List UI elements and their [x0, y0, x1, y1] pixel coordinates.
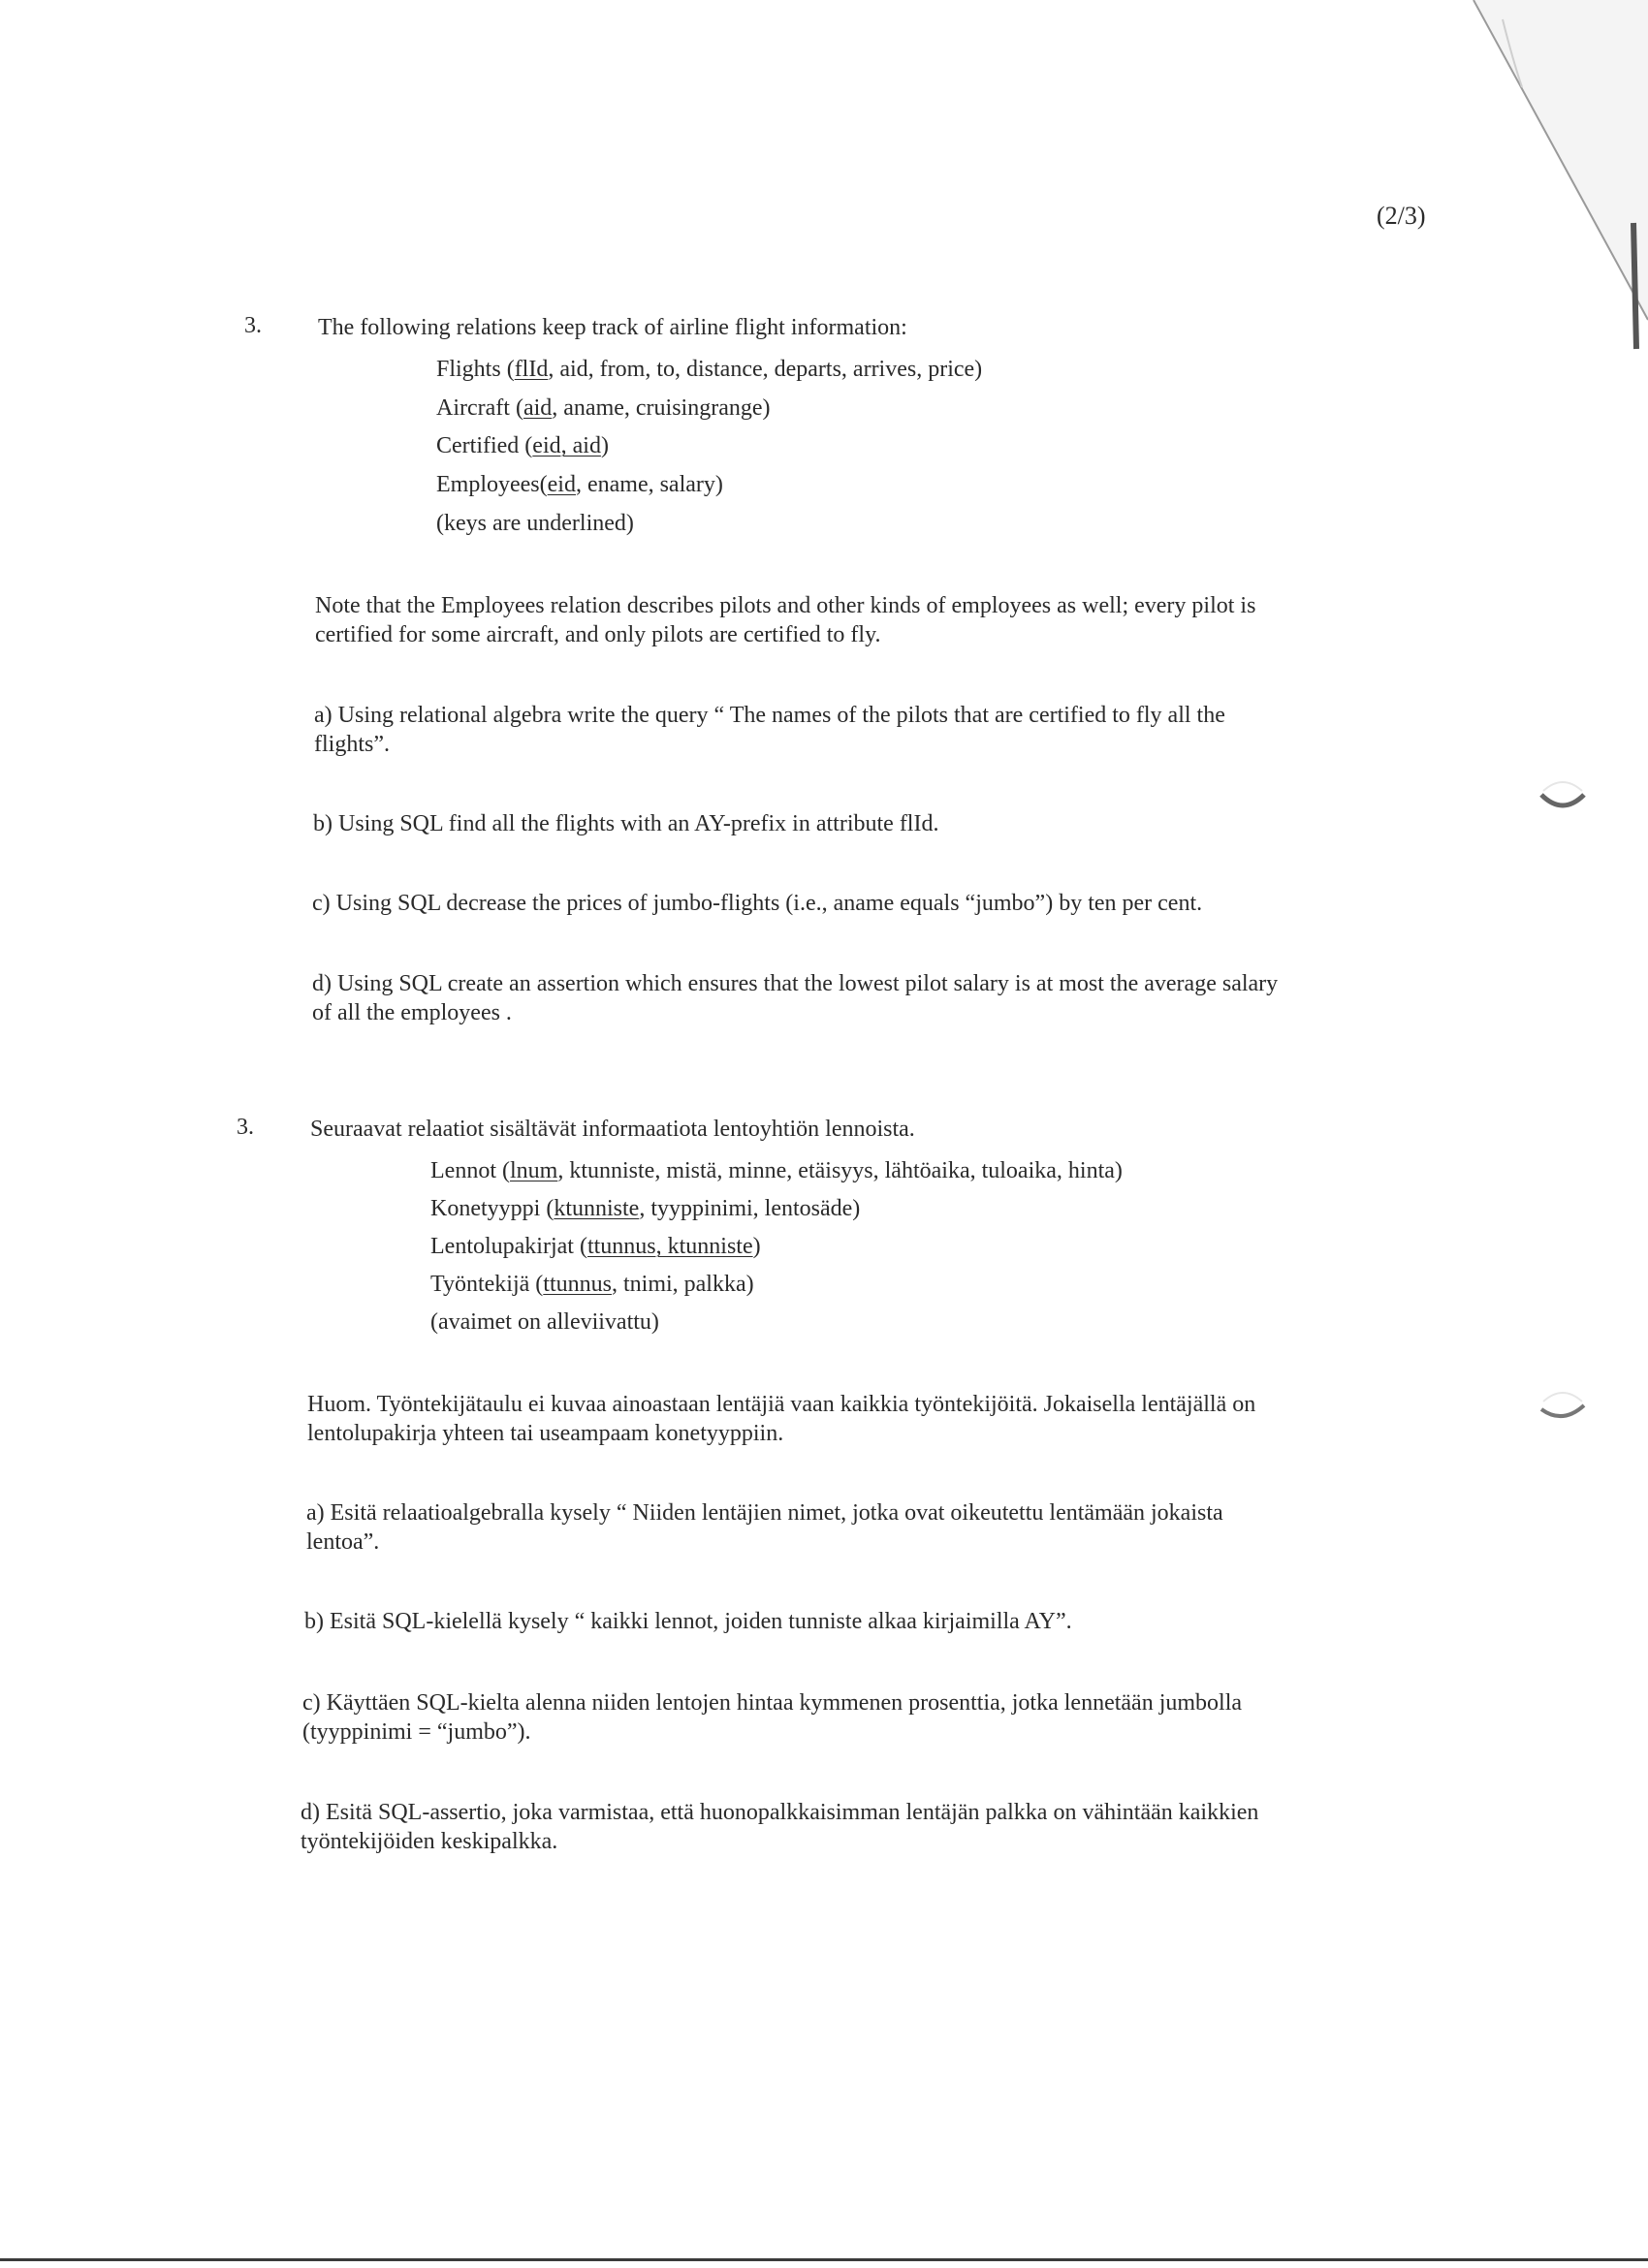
note-line: certified for some aircraft, and only pilots are certified to fly.: [315, 622, 881, 647]
subquestion-d: d) Using SQL create an assertion which ensures that the lowest pilot salary is at most the average salary: [312, 971, 1279, 996]
note-line: Note that the Employees relation describes pilots and other kinds of employees as well; every pilot is: [315, 593, 1256, 618]
question-intro: Seuraavat relaatiot sisältävät informaatiota lentoyhtiön lennoista.: [310, 1117, 915, 1142]
relation-key: ttunnus: [543, 1272, 612, 1297]
question-number: 3.: [244, 313, 262, 338]
subquestion-c: (tyyppinimi = “jumbo”).: [302, 1719, 531, 1745]
subquestion-a: flights”.: [314, 732, 390, 757]
question-intro: The following relations keep track of airline flight information:: [318, 315, 907, 340]
scan-edge-line: [0, 2258, 1648, 2261]
folded-corner-icon: [1454, 0, 1648, 407]
subquestion-b: b) Using SQL find all the flights with an AY-prefix in attribute flId.: [313, 811, 939, 836]
relation-employees: Employees(eid, ename, salary): [436, 472, 723, 497]
keys-note: (keys are underlined): [436, 511, 634, 536]
subquestion-c: c) Using SQL decrease the prices of jumbo-flights (i.e., aname equals “jumbo”) by ten per cent.: [312, 891, 1203, 916]
note-line: Huom. Työntekijätaulu ei kuvaa ainoastaan lentäjiä vaan kaikkia työntekijöitä. Jokaisella lentäjällä on: [307, 1392, 1256, 1417]
note-line: lentolupakirja yhteen tai useampaam konetyyppiin.: [307, 1421, 784, 1446]
relation-key: eid, aid: [532, 433, 601, 458]
subquestion-a: a) Esitä relaatioalgebralla kysely “ Niiden lentäjien nimet, jotka ovat oikeutettu lentämään jokaista: [306, 1500, 1223, 1526]
subquestion-d: d) Esitä SQL-assertio, joka varmistaa, että huonopalkkaisimman lentäjän palkka on vähintään kaikkien: [301, 1800, 1259, 1825]
subquestion-d: of all the employees .: [312, 1000, 512, 1025]
subquestion-a: a) Using relational algebra write the query “ The names of the pilots that are certified to fly all the: [314, 703, 1225, 728]
relation-flights: Flights (flId, aid, from, to, distance, departs, arrives, price): [436, 357, 983, 382]
relation-konetyyppi: Konetyyppi (ktunniste, tyyppinimi, lentosäde): [430, 1196, 861, 1221]
relation-tyontekija: Työntekijä (ttunnus, tnimi, palkka): [430, 1272, 754, 1297]
keys-note: (avaimet on alleviivattu): [430, 1309, 659, 1335]
relation-aircraft: Aircraft (aid, aname, cruisingrange): [436, 395, 771, 421]
relation-key: ktunniste: [554, 1196, 640, 1221]
relation-key: lnum: [509, 1158, 558, 1183]
question-number: 3.: [237, 1115, 254, 1140]
relation-certified: Certified (eid, aid): [436, 433, 609, 458]
relation-key: eid: [547, 472, 576, 497]
subquestion-b: b) Esitä SQL-kielellä kysely “ kaikki lennot, joiden tunniste alkaa kirjaimilla AY”.: [304, 1609, 1072, 1634]
punch-hole-icon: [1534, 1376, 1592, 1434]
relation-key: ttunnus, ktunniste: [586, 1234, 753, 1259]
relation-lennot: Lennot (lnum, ktunniste, mistä, minne, etäisyys, lähtöaika, tuloaika, hinta): [430, 1158, 1123, 1183]
relation-key: flId: [514, 357, 549, 382]
subquestion-d: työntekijöiden keskipalkka.: [301, 1829, 558, 1854]
subquestion-c: c) Käyttäen SQL-kielta alenna niiden lentojen hintaa kymmenen prosenttia, jotka lennetään jumbolla: [302, 1690, 1243, 1716]
subquestion-a: lentoa”.: [306, 1529, 380, 1555]
relation-lentolupakirjat: Lentolupakirjat (ttunnus, ktunniste): [430, 1234, 761, 1259]
punch-hole-icon: [1534, 766, 1592, 824]
page-number: (2/3): [1377, 202, 1426, 230]
relation-key: aid: [523, 395, 553, 421]
